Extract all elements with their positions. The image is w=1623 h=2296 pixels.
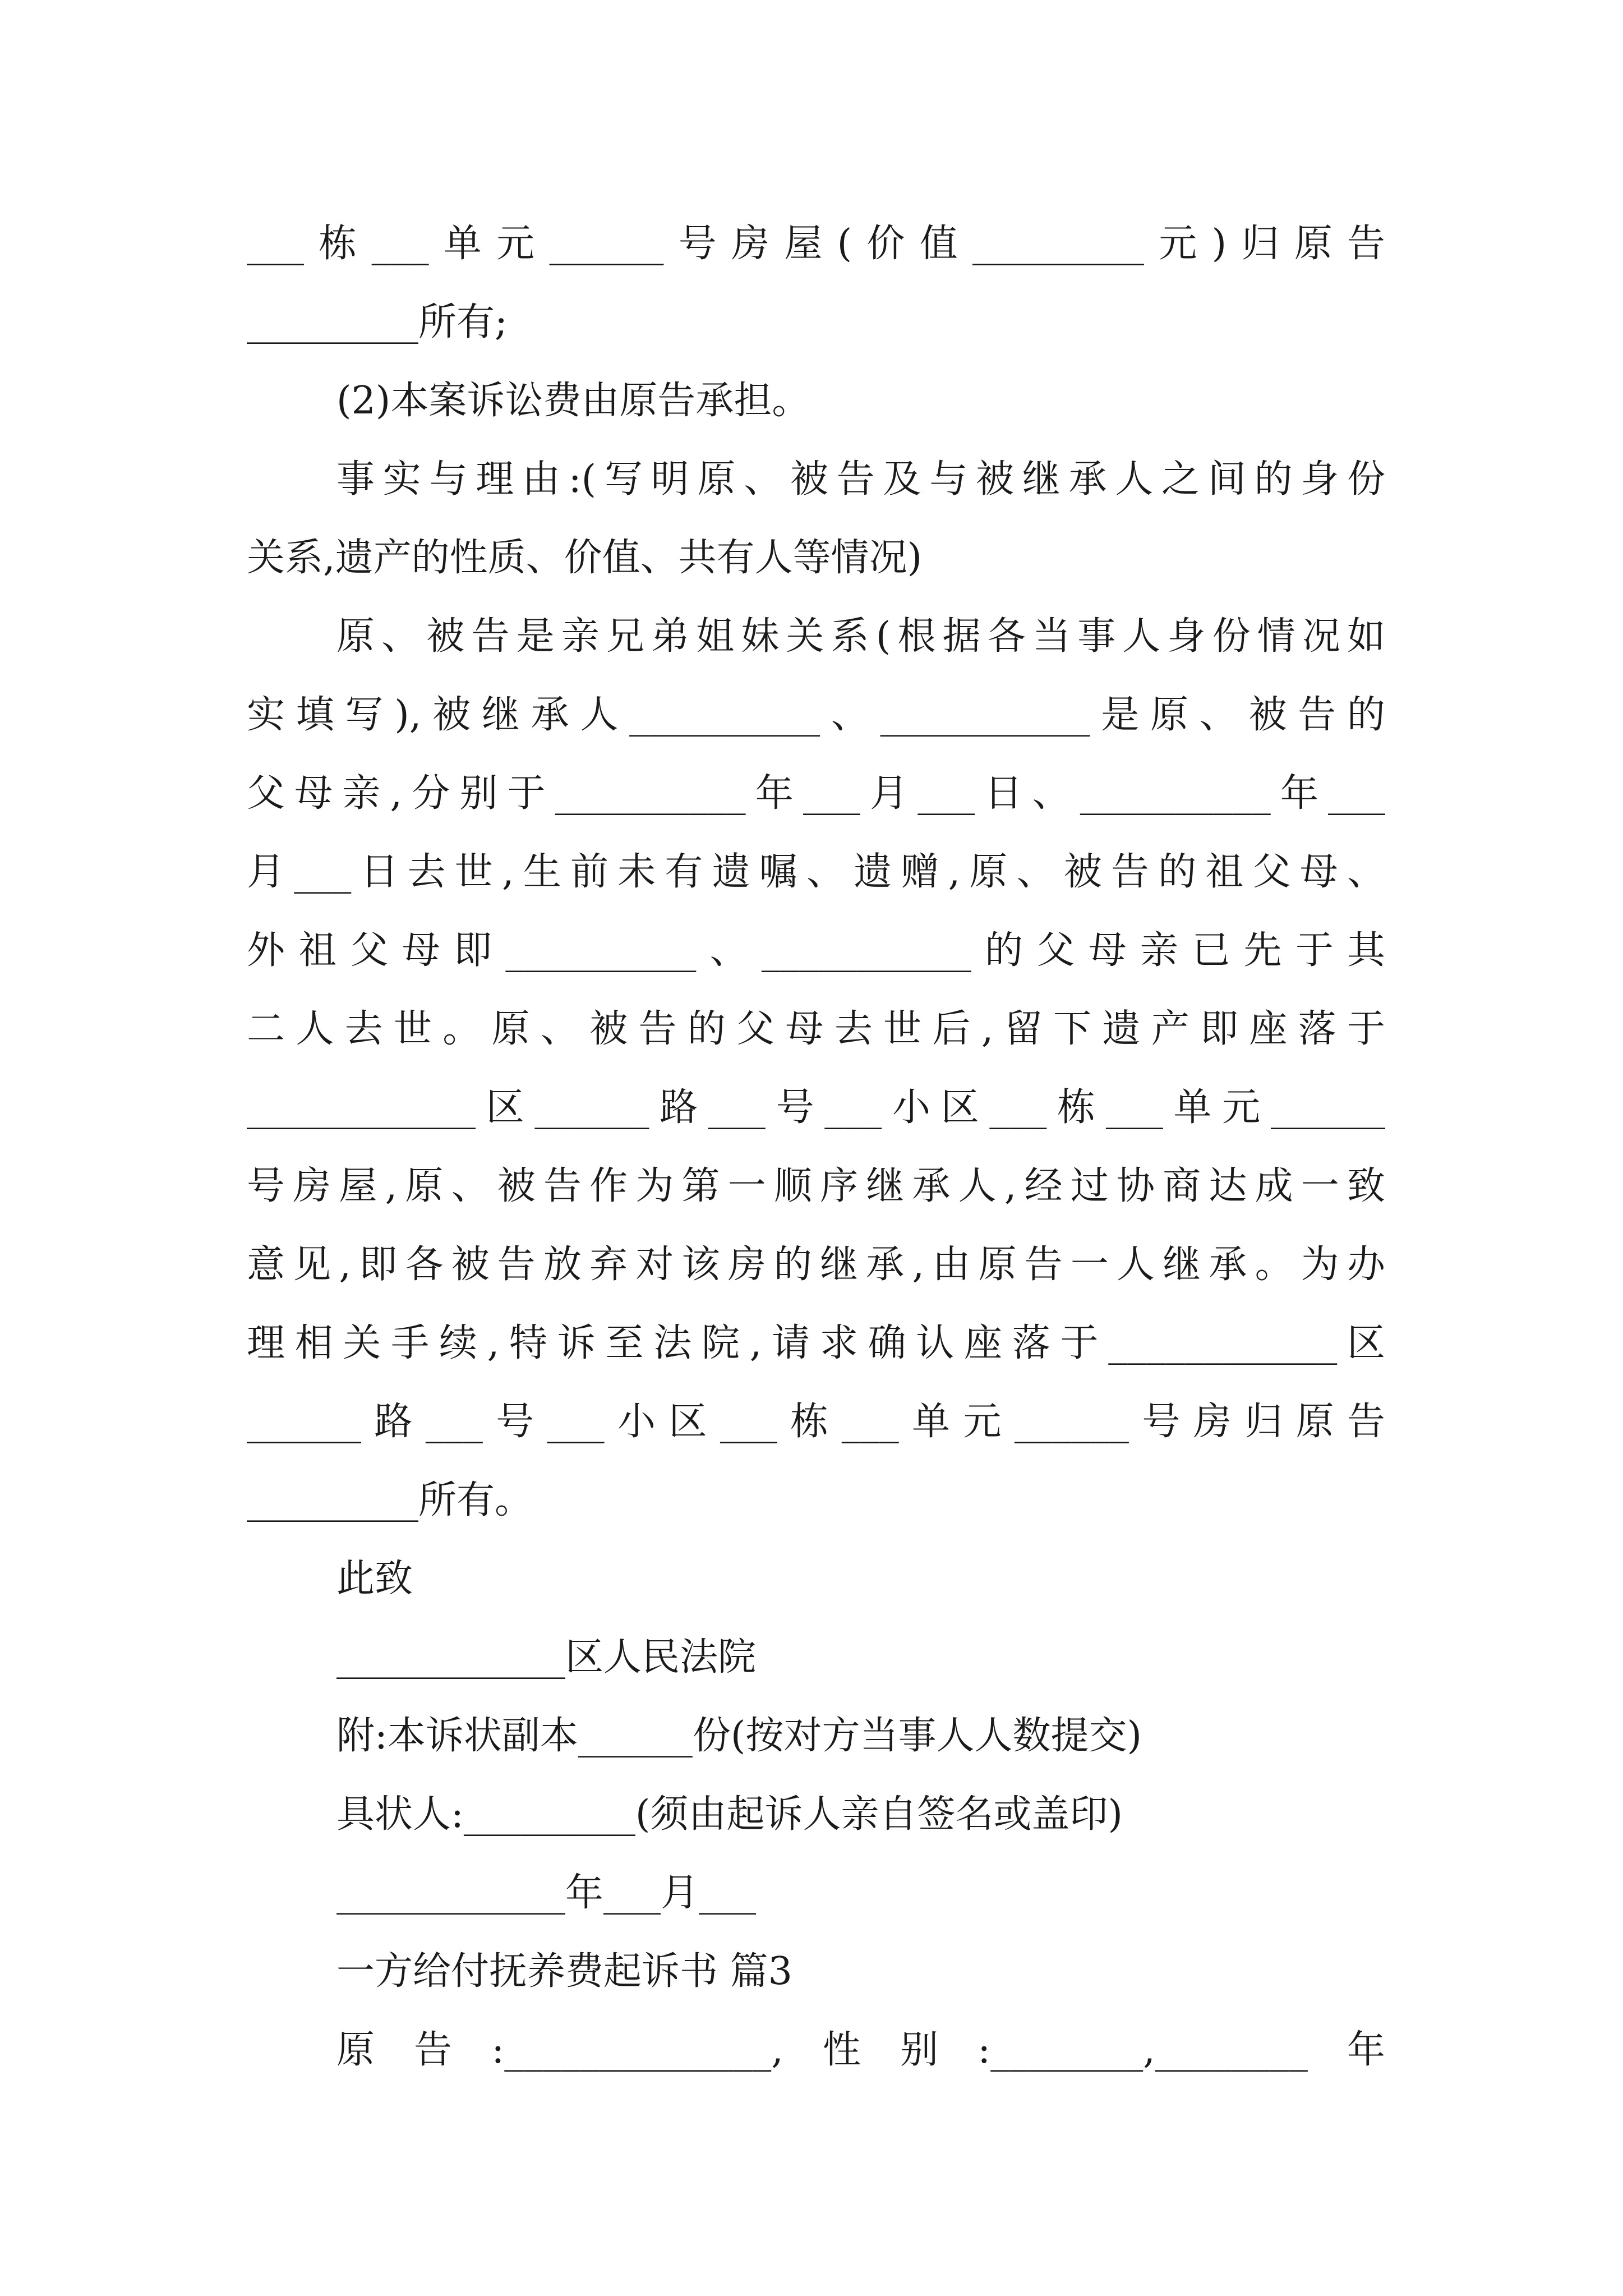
text-line: 此致 <box>336 1557 413 1601</box>
text-line: 父母亲,分别于__________年___月___日、__________年___ <box>247 771 1385 816</box>
text-line: 原、被告是亲兄弟姐妹关系(根据各当事人身份情况如 <box>336 614 1385 659</box>
text-line: _________所有。 <box>247 1478 533 1522</box>
text-line: ____________区人民法院 <box>336 1635 757 1680</box>
text-line: 事实与理由:(写明原、被告及与被继承人之间的身份 <box>336 457 1385 501</box>
text-line: 外祖父母即__________、___________的父母亲已先于其 <box>247 928 1385 973</box>
text-line: 原告:______________,性别:________,________年 <box>336 2028 1385 2072</box>
text-line: 关系,遗产的性质、价值、共有人等情况) <box>247 536 923 580</box>
text-line: 实填写),被继承人__________、___________是原、被告的 <box>247 693 1385 737</box>
text-line: ___栋___单元______号房屋(价值_________元)归原告 <box>247 222 1385 266</box>
text-line: 意见,即各被告放弃对该房的继承,由原告一人继承。为办 <box>247 1243 1385 1287</box>
text-line: _________所有; <box>247 300 508 344</box>
text-line: 月___日去世,生前未有遗嘱、遗赠,原、被告的祖父母、 <box>247 850 1385 894</box>
text-line: 号房屋,原、被告作为第一顺序继承人,经过协商达成一致 <box>247 1164 1385 1208</box>
text-line: ______路___号___小区___栋___单元______号房归原告 <box>247 1400 1385 1444</box>
section-heading: 一方给付抚养费起诉书 篇3 <box>336 1949 792 1994</box>
text-line: 二人去世。原、被告的父母去世后,留下遗产即座落于 <box>247 1007 1385 1051</box>
text-line: 理相关手续,特诉至法院,请求确认座落于____________区 <box>247 1321 1385 1365</box>
text-line: 附:本诉状副本______份(按对方当事人人数提交) <box>336 1714 1142 1758</box>
text-line: (2)本案诉讼费由原告承担。 <box>336 379 810 423</box>
text-line: ____________年___月___ <box>336 1871 757 1915</box>
text-line: 具状人:_________(须由起诉人亲自签名或盖印) <box>336 1792 1123 1837</box>
text-line: ____________区______路___号___小区___栋___单元______ <box>247 1085 1385 1130</box>
